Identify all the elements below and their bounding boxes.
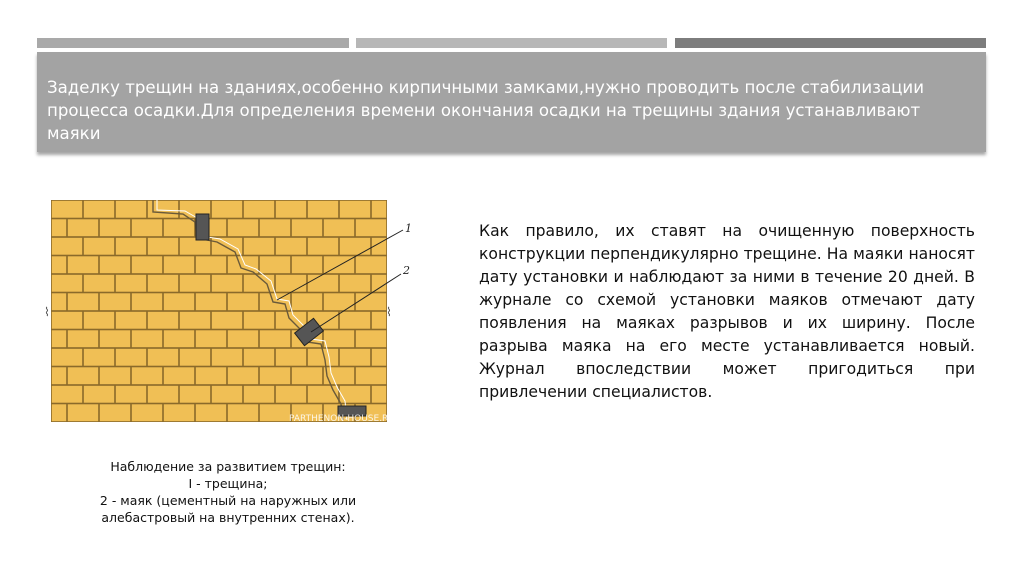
brick bbox=[372, 349, 386, 366]
brick bbox=[84, 238, 114, 255]
brick bbox=[196, 330, 226, 347]
break-mark-right: ⌇ bbox=[386, 305, 392, 319]
brick bbox=[244, 349, 274, 366]
brick bbox=[340, 275, 370, 292]
brick bbox=[52, 275, 82, 292]
brick bbox=[196, 404, 226, 421]
brick bbox=[260, 330, 290, 347]
brick bbox=[308, 238, 338, 255]
brick bbox=[180, 312, 210, 329]
brick bbox=[276, 349, 306, 366]
brick bbox=[52, 201, 82, 218]
brick bbox=[180, 386, 210, 403]
brick bbox=[212, 349, 242, 366]
header-stripe-left bbox=[37, 38, 349, 48]
brick bbox=[84, 201, 114, 218]
brick bbox=[308, 275, 338, 292]
caption-line-4: алебастровый на внутренних стенах). bbox=[101, 510, 355, 525]
brick bbox=[260, 219, 290, 236]
brick bbox=[292, 293, 322, 310]
brick bbox=[308, 201, 338, 218]
brick bbox=[180, 275, 210, 292]
brick bbox=[260, 367, 290, 384]
brick bbox=[180, 349, 210, 366]
brick bbox=[52, 349, 82, 366]
brick bbox=[100, 293, 130, 310]
brick bbox=[148, 386, 178, 403]
brick bbox=[100, 330, 130, 347]
brick bbox=[212, 386, 242, 403]
brick bbox=[276, 238, 306, 255]
brick-wall-figure bbox=[45, 192, 445, 432]
brick bbox=[52, 256, 66, 273]
brick bbox=[372, 201, 386, 218]
brick bbox=[276, 386, 306, 403]
brick bbox=[228, 293, 258, 310]
brick bbox=[68, 367, 98, 384]
brick bbox=[212, 238, 242, 255]
figure-caption bbox=[55, 458, 401, 526]
brick bbox=[164, 367, 194, 384]
beacon-top bbox=[196, 214, 209, 240]
brick bbox=[52, 404, 66, 421]
brick bbox=[324, 256, 354, 273]
brick bbox=[52, 238, 82, 255]
brick bbox=[116, 386, 146, 403]
brick bbox=[148, 312, 178, 329]
brick bbox=[340, 238, 370, 255]
label-2: 2 bbox=[403, 264, 410, 277]
brick bbox=[212, 312, 242, 329]
brick bbox=[132, 293, 162, 310]
brick bbox=[292, 256, 322, 273]
brick bbox=[292, 219, 322, 236]
brick bbox=[372, 275, 386, 292]
brick bbox=[52, 367, 66, 384]
brick bbox=[324, 367, 354, 384]
brick-wall-drawing bbox=[45, 192, 445, 432]
brick bbox=[52, 219, 66, 236]
brick bbox=[340, 312, 370, 329]
brick bbox=[100, 219, 130, 236]
brick bbox=[68, 404, 98, 421]
brick bbox=[84, 275, 114, 292]
brick bbox=[340, 201, 370, 218]
label-1: 1 bbox=[405, 222, 412, 235]
brick bbox=[228, 330, 258, 347]
banner-text: Заделку трещин на зданиях,особенно кирпичными замками,нужно проводить после стабилизации процесса осадки.Для определения времени окончания осадки на трещины здания устанавливают маяки bbox=[47, 78, 924, 143]
brick bbox=[356, 256, 386, 273]
caption-line-3: 2 - маяк (цементный на наружных или bbox=[99, 493, 357, 508]
brick bbox=[100, 367, 130, 384]
brick bbox=[116, 349, 146, 366]
brick-wall bbox=[51, 200, 387, 422]
brick bbox=[244, 238, 274, 255]
brick bbox=[228, 367, 258, 384]
brick bbox=[116, 275, 146, 292]
brick bbox=[196, 367, 226, 384]
caption-line-1: Наблюдение за развитием трещин: bbox=[110, 459, 346, 474]
brick bbox=[84, 312, 114, 329]
brick bbox=[244, 201, 274, 218]
body-paragraph: Как правило, их ставят на очищенную поверхность конструкции перпендикулярно трещине. На маяки наносят дату установки и наблюдают за ними в течение 20 дней. В журнале со схемой установки маяков отмечают дату появления на маяках разрывов и их ширину. После разрыва маяка на его месте устанавливается новый. Журнал впоследствии может пригодиться при привлечении специалистов. bbox=[479, 222, 975, 401]
brick bbox=[212, 201, 242, 218]
brick bbox=[52, 293, 66, 310]
brick bbox=[324, 219, 354, 236]
brick bbox=[100, 256, 130, 273]
caption-line-2: I - трещина; bbox=[188, 476, 268, 491]
brick bbox=[132, 404, 162, 421]
brick bbox=[228, 404, 258, 421]
brick bbox=[292, 367, 322, 384]
brick bbox=[276, 201, 306, 218]
brick bbox=[356, 367, 386, 384]
brick bbox=[196, 256, 226, 273]
brick bbox=[164, 256, 194, 273]
brick bbox=[116, 312, 146, 329]
break-mark-left: ⌇ bbox=[44, 305, 50, 319]
brick bbox=[324, 330, 354, 347]
brick bbox=[84, 386, 114, 403]
brick bbox=[356, 293, 386, 310]
brick bbox=[244, 386, 274, 403]
brick bbox=[372, 386, 386, 403]
brick bbox=[164, 404, 194, 421]
brick bbox=[164, 330, 194, 347]
brick bbox=[356, 219, 386, 236]
brick bbox=[116, 238, 146, 255]
brick bbox=[68, 330, 98, 347]
brick bbox=[100, 404, 130, 421]
brick bbox=[212, 275, 242, 292]
brick bbox=[164, 293, 194, 310]
brick bbox=[244, 312, 274, 329]
brick bbox=[116, 201, 146, 218]
brick bbox=[52, 312, 82, 329]
brick bbox=[68, 293, 98, 310]
brick bbox=[148, 275, 178, 292]
title-banner bbox=[37, 52, 986, 152]
brick bbox=[196, 293, 226, 310]
brick bbox=[132, 367, 162, 384]
brick bbox=[276, 275, 306, 292]
brick bbox=[148, 349, 178, 366]
brick bbox=[132, 256, 162, 273]
header-stripe-middle bbox=[356, 38, 667, 48]
brick bbox=[340, 349, 370, 366]
brick bbox=[164, 219, 194, 236]
brick bbox=[68, 256, 98, 273]
brick bbox=[372, 312, 386, 329]
brick bbox=[68, 219, 98, 236]
brick bbox=[228, 219, 258, 236]
brick bbox=[132, 219, 162, 236]
brick bbox=[132, 330, 162, 347]
brick bbox=[260, 256, 290, 273]
brick bbox=[308, 386, 338, 403]
brick bbox=[52, 386, 82, 403]
watermark: PARTHENON-HOUSE.RU bbox=[289, 414, 395, 424]
brick bbox=[52, 330, 66, 347]
brick bbox=[148, 238, 178, 255]
header-stripe-right bbox=[675, 38, 986, 48]
brick bbox=[84, 349, 114, 366]
brick bbox=[260, 404, 290, 421]
brick bbox=[228, 256, 258, 273]
brick bbox=[356, 330, 386, 347]
